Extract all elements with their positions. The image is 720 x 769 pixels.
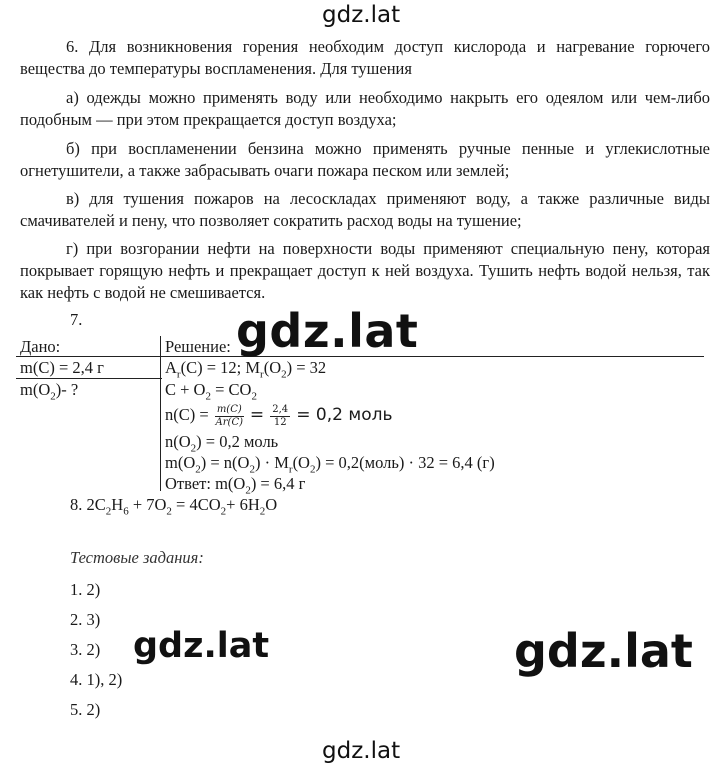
test-answer-2: 2. 3) — [70, 610, 101, 629]
test-answer-3: 3. 2) — [70, 640, 101, 659]
task6-intro: 6. Для возникновения горения необходим доступ кислорода и нагревание горючего вещества до температуры воспламенения. Для тушения — [20, 37, 710, 78]
table-divider — [160, 336, 161, 491]
watermark-top: gdz.lat — [322, 2, 401, 28]
solution-line-moles-carbon: n(C) = $\frac{m(C)}{Ar(C)}$ = $\frac{2,4}{12}$ = 0,2 моль — [165, 403, 393, 428]
watermark-bottom: gdz.lat — [322, 738, 401, 764]
fraction-values: $\frac{2,4}{12}$ — [272, 403, 289, 428]
test-answer-5: 5. 2) — [70, 700, 101, 719]
task6-item-a: а) одежды можно применять воду или необходимо накрыть его одеялом или чем-либо подобным — при этом прекращается доступ воздуха; — [20, 88, 710, 129]
solution-line-molar-masses: $A_r(C) = 12$; $M_r(O_2) = 32$ — [165, 358, 327, 381]
watermark-left: gdz.lat — [133, 626, 270, 666]
solution-answer: Ответ: $m(O_2) = 6,4$ г — [165, 474, 306, 497]
solution-header: Решение: — [165, 337, 231, 356]
task6-item-b: б) при воспламенении бензина можно применять ручные пенные и углекислотные огнетушители, а также забрасывать очаги пожара песком или землей; — [20, 139, 710, 180]
task8-equation: 8. $2C_2H_6 + 7O_2 = 4CO_2+ 6H_2O$ — [70, 495, 278, 518]
given-header: Дано: — [20, 337, 61, 356]
given-mass-carbon: m(C) = 2,4 г — [20, 358, 104, 377]
test-answer-4: 4. 1), 2) — [70, 670, 123, 689]
solution-line-mass-oxygen: $m(O_2) = n(O_2) \cdot M_r(O_2)$ = 0,2(моль) · 32 = 6,4 (г) — [165, 453, 495, 476]
solution-line-moles-oxygen: $n(O_2) = 0,2$ моль — [165, 432, 279, 455]
fraction-mass-over-molar: $\frac{m(C)}{Ar(C)}$ — [215, 403, 244, 428]
solution-line-equation: $C + O_2 = CO_2$ — [165, 380, 257, 403]
test-answer-1: 1. 2) — [70, 580, 101, 599]
task6-item-v: в) для тушения пожаров на лесоскладах применяют воду, а также различные виды смачивателей и пену, что позволяет сократить расход воды на тушение; — [20, 189, 710, 230]
tests-heading: Тестовые задания: — [70, 548, 204, 567]
given-find-mass-oxygen: $m(O_2)-$ ? — [20, 380, 79, 403]
task6-item-g: г) при возгорании нефти на поверхности воды применяют специальную пену, которая покрывает горящую нефть и прекращает доступ к ней воздуха. Тушить нефть водой нельзя, так как нефть с водой не смешивается. — [20, 239, 710, 302]
task7-number: 7. — [70, 310, 83, 329]
watermark-right: gdz.lat — [514, 624, 693, 678]
watermark-middle: gdz.lat — [236, 304, 419, 358]
